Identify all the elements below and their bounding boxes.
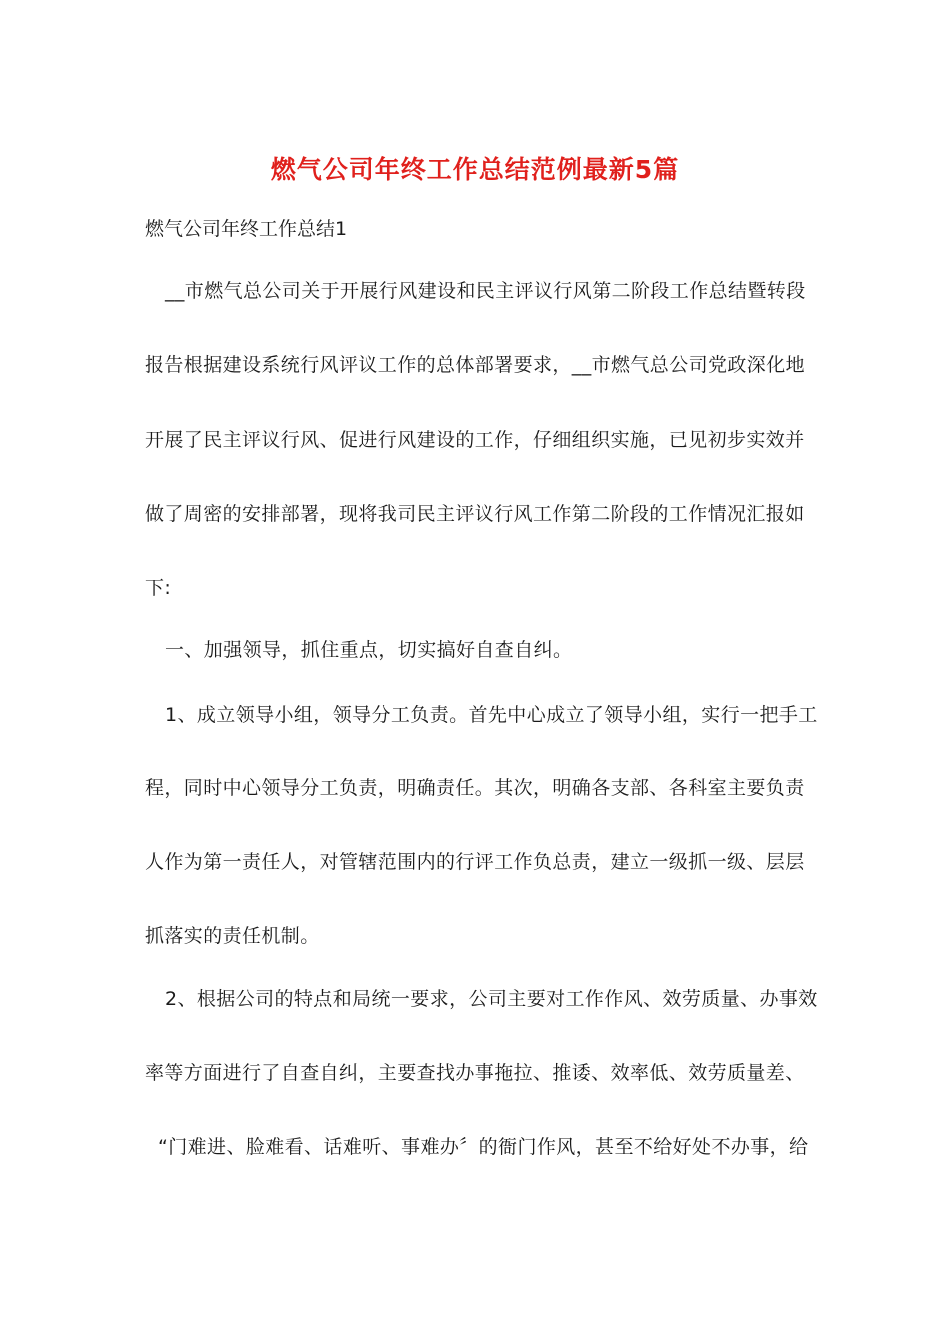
paragraph-line: 抓落实的责任机制。 (145, 925, 320, 947)
paragraph-line: 2、根据公司的特点和局统一要求，公司主要对工作作风、效劳质量、办事效 (165, 988, 818, 1010)
paragraph-line: 1、成立领导小组，领导分工负责。首先中心成立了领导小组，实行一把手工 (165, 704, 818, 726)
section-heading: 燃气公司年终工作总结1 (145, 218, 348, 240)
paragraph-line: 开展了民主评议行风、促进行风建设的工作，仔细组织实施，已见初步实效并 (145, 429, 805, 451)
paragraph-line: 报告根据建设系统行风评议工作的总体部署要求，__市燃气总公司党政深化地 (145, 354, 806, 376)
section-point-heading: 一、加强领导，抓住重点，切实搞好自查自纠。 (165, 639, 573, 661)
paragraph-line: 下: (145, 577, 172, 599)
paragraph-line: __市燃气总公司关于开展行风建设和民主评议行风第二阶段工作总结暨转段 (165, 280, 806, 302)
document-title: 燃气公司年终工作总结范例最新5篇 (270, 155, 680, 184)
paragraph-line: 率等方面进行了自查自纠，主要查找办事拖拉、推诿、效率低、效劳质量差、 (145, 1062, 805, 1084)
paragraph-line: 程，同时中心领导分工负责，明确责任。其次，明确各支部、各科室主要负责 (145, 777, 805, 799)
paragraph-line: 人作为第一责任人，对管辖范围内的行评工作负总责，建立一级抓一级、层层 (145, 851, 805, 873)
paragraph-line: “门难进、脸难看、话难听、事难办〞的衙门作风，甚至不给好处不办事，给 (158, 1136, 809, 1158)
paragraph-line: 做了周密的安排部署，现将我司民主评议行风工作第二阶段的工作情况汇报如 (145, 503, 805, 525)
